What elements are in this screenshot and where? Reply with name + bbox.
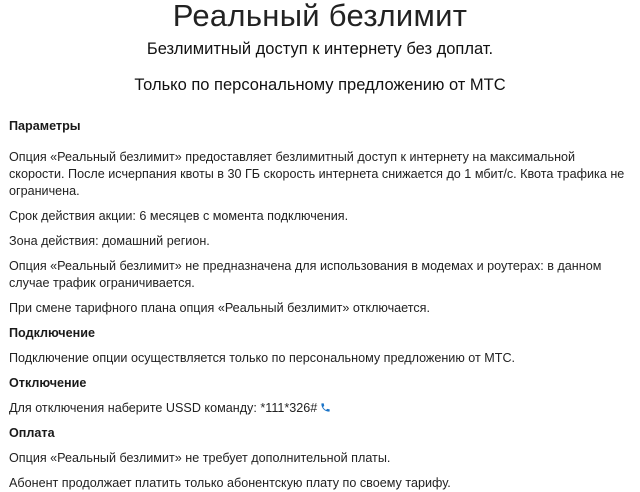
params-paragraph-zone: Зона действия: домашний регион. — [9, 234, 210, 248]
disconnect-paragraph — [9, 400, 634, 417]
params-paragraph-speed: Опция «Реальный безлимит» предоставляет безлимитный доступ к интернету на максимальной скорости. После исчерпания квоты в 30 ГБ скорость интернета снижается до 1 мбит/с. Квота трафика не ограничена. — [9, 150, 625, 198]
section-heading-disconnect: Отключение — [9, 376, 87, 390]
payment-paragraph-no-fee: Опция «Реальный безлимит» не требует дополнительной платы. — [9, 451, 391, 465]
params-paragraph-tariff-change: При смене тарифного плана опция «Реальный безлимит» отключается. — [9, 301, 430, 315]
subtitle-unlimited-access: Безлимитный доступ к интернету без доплат. — [146, 40, 494, 58]
params-paragraph-duration: Срок действия акции: 6 месяцев с момента подключения. — [9, 209, 349, 223]
payment-paragraph-subscription: Абонент продолжает платить только абонентскую плату по своему тарифу. — [9, 476, 451, 490]
page-title: Реальный безлимит — [172, 0, 468, 33]
ussd-code[interactable]: *111*326# — [260, 401, 318, 415]
disconnect-text: Для отключения наберите USSD команду: — [9, 401, 261, 415]
params-paragraph-modems: Опция «Реальный безлимит» не предназначена для использования в модемах и роутерах: в данном случае трафик ограничивается. — [9, 259, 602, 290]
option-description — [9, 118, 634, 492]
phone-icon[interactable] — [320, 402, 331, 413]
subtitle-personal-offer: Только по персональному предложению от МТС — [134, 76, 506, 94]
section-heading-payment: Оплата — [9, 426, 55, 440]
section-heading-params: Параметры — [9, 119, 81, 133]
connect-paragraph: Подключение опции осуществляется только по персональному предложению от МТС. — [9, 351, 516, 365]
section-heading-connect: Подключение — [9, 326, 95, 340]
